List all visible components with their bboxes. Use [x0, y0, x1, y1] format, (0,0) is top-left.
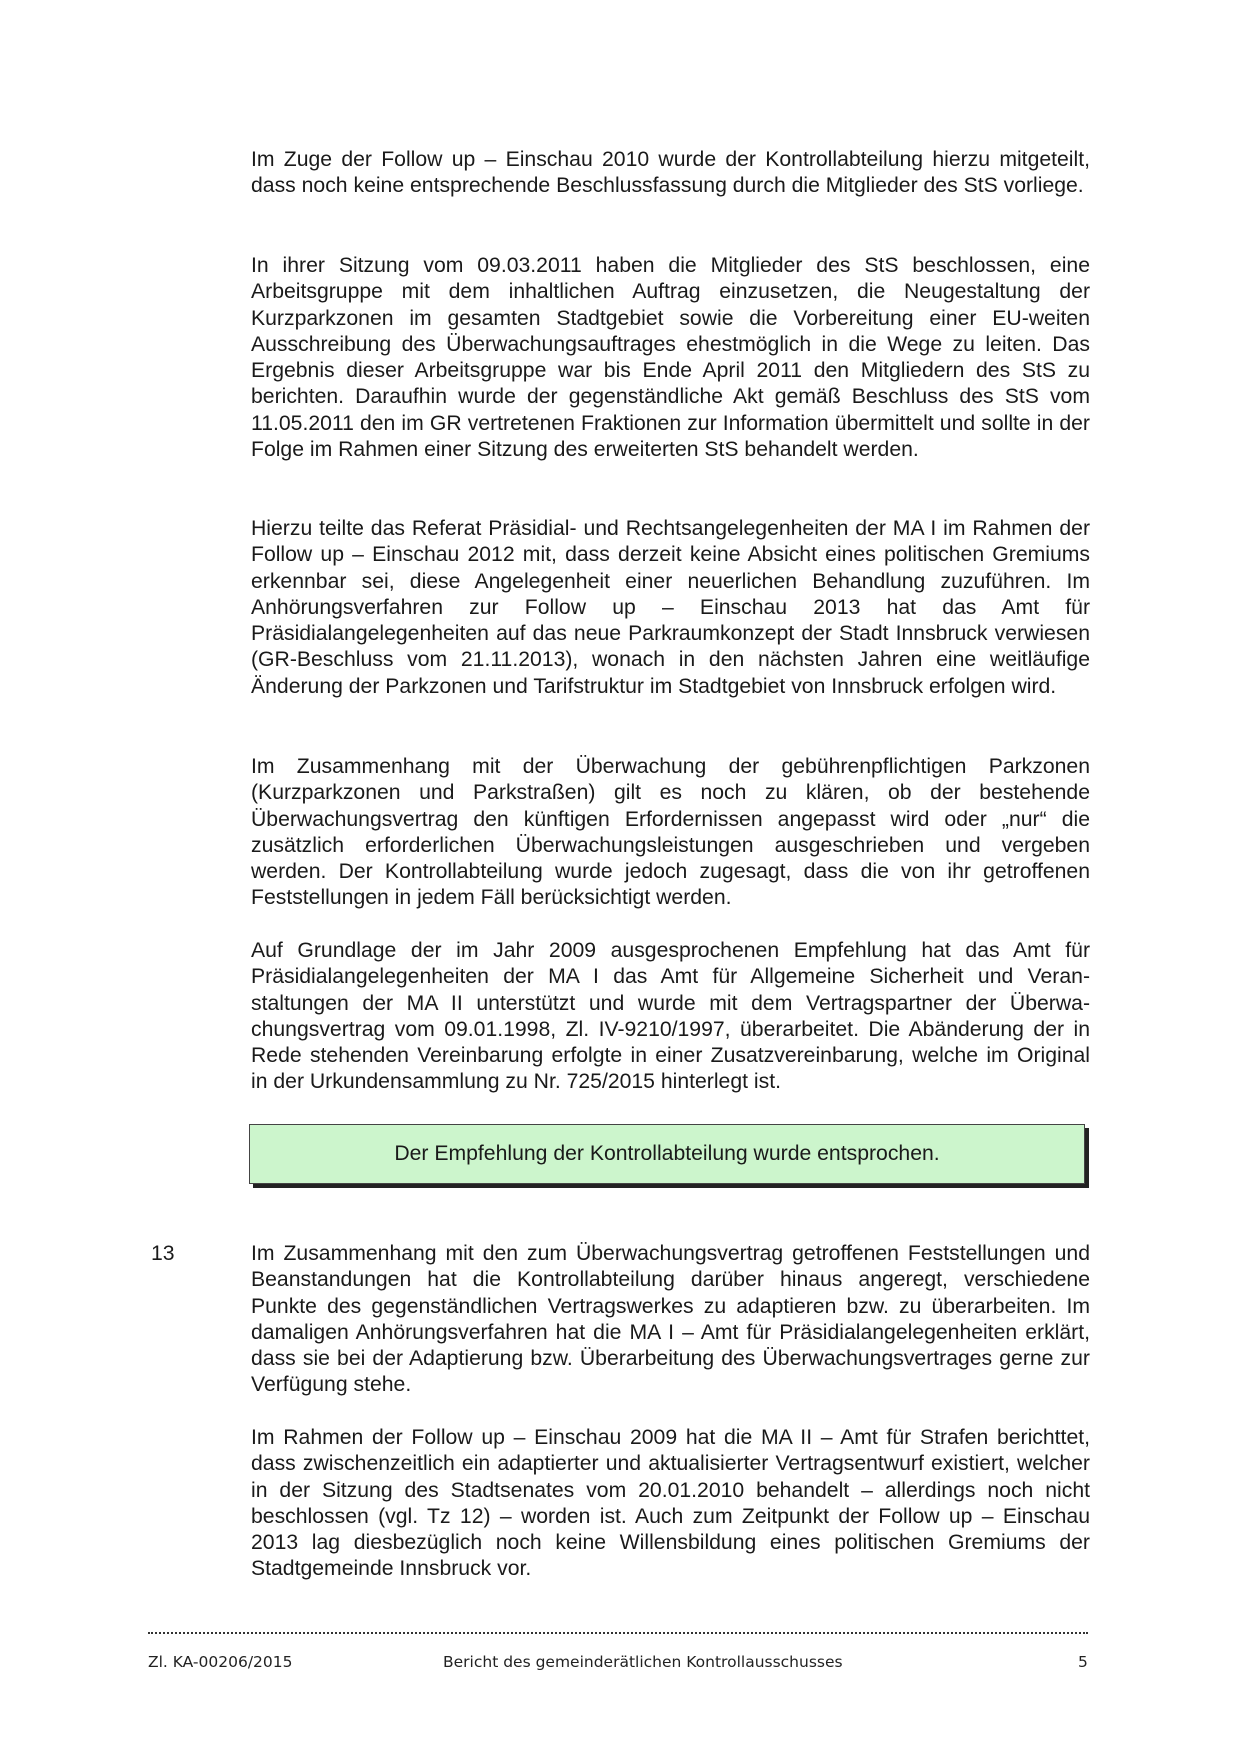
footer-divider — [148, 1632, 1088, 1634]
page-number: 5 — [1078, 1653, 1088, 1671]
paragraph-referat-praesidial: Hierzu teilte das Referat Präsidial- und Rechtsangelegenheiten der MA I im Rahmen der Follow up – Einschau 2012 mit, dass derzeit keine Absicht eines politischen Gremiums erkennbar sei, diese Angelegenheit einer neuerlichen Behandlung zuzuführen. Im Anhörungsverfahren zur Follow up – Einschau 2013 hat das Amt für Präsidialangelegenheiten auf das neue Parkraumkonzept der Stadt Innsbruck verwiesen (GR-Beschluss vom 21.11.2013), wonach in den nächsten Jahren eine weitläufige Änderung der Parkzonen und Tarifstruktur im Stadtgebiet von Innsbruck erfolgen wird. — [251, 517, 1090, 698]
paragraph-follow-up-2010: Im Zuge der Follow up – Einschau 2010 wurde der Kontrollabteilung hierzu mitgeteilt, dass noch keine entsprechende Beschlussfassung durch die Mitglieder des StS vorliege. — [251, 148, 1090, 198]
footer-reference: Zl. KA-00206/2015 — [148, 1653, 293, 1671]
paragraph-ueberwachung-parkzonen: Im Zusammenhang mit der Überwachung der gebührenpflichtigen Parkzonen (Kurzparkzonen und Parkstraßen) gilt es noch zu klären, ob der bestehende Überwachungsvertrag den künftigen Erfordernissen angepasst wird oder „nur“ die zusätzlich erforderlichen Überwachungsleistungen ausgeschrieben und vergeben werden. Der Kontrollabteilung wurde jedoch zugesagt, dass die von ihr getroffenen Feststellungen in jedem Fäll berücksichtigt werden. — [251, 755, 1090, 910]
paragraph-sitzung-2011: In ihrer Sitzung vom 09.03.2011 haben die Mitglieder des StS beschlossen, eine Arbeitsgruppe mit dem inhaltlichen Auftrag einzusetzen, die Neugestaltung der Kurzparkzonen im gesamten Stadtgebiet sowie die Vorbereitung einer EU-weiten Ausschreibung des Überwachungsauftrages ehestmöglich in die Wege zu leiten. Das Ergebnis dieser Arbeitsgruppe war bis Ende April 2011 den Mitgliedern des StS zu berichten. Daraufhin wurde der gegenständliche Akt gemäß Beschluss des StS vom 11.05.2011 den im GR vertretenen Fraktionen zur Information übermittelt und sollte in der Folge im Rahmen einer Sitzung des erweiterten StS behandelt werden. — [251, 254, 1090, 462]
paragraph-tz13-follow-up-2009: Im Rahmen der Follow up – Einschau 2009 hat die MA II – Amt für Strafen berichttet, dass zwischenzeitlich ein adaptierter und aktualisierter Vertragsentwurf existiert, welcher in der Sitzung des Stadtsenates vom 20.01.2010 behandelt – allerdings noch nicht beschlossen (vgl. Tz 12) – worden ist. Auch zum Zeitpunkt der Follow up – Einschau 2013 lag diesbezüglich noch keine Willensbildung eines politischen Gremiums der Stadtgemeinde Innsbruck vor. — [251, 1426, 1090, 1581]
paragraph-empfehlung-2009: Auf Grundlage der im Jahr 2009 ausgesprochenen Empfehlung hat das Amt für Präsidialangelegenheiten der MA I das Amt für Allgemeine Sicherheit und Veranstaltungen der MA II unterstützt und wurde mit dem Vertragspartner der Überwachungsvertrag vom 09.01.1998, Zl. IV-9210/1997, überarbeitet. Die Abänderung der in Rede stehenden Vereinbarung erfolgte in einer Zusatzvereinbarung, welche im Original in der Urkundensammlung zu Nr. 725/2015 hinterlegt ist. — [251, 939, 1090, 1094]
section-number: 13 — [151, 1242, 175, 1265]
result-box-text: Der Empfehlung der Kontrollabteilung wurde entsprochen. — [394, 1142, 940, 1165]
paragraph-tz13-feststellungen: Im Zusammenhang mit den zum Überwachungsvertrag getroffenen Feststellungen und Beanstandungen hat die Kontrollabteilung darüber hinaus angeregt, verschiedene Punkte des gegenständlichen Vertragswerkes zu adaptieren bzw. zu überarbeiten. Im damaligen Anhörungsverfahren hat die MA I – Amt für Präsidialangelegenheiten erklärt, dass sie bei der Adaptierung bzw. Überarbeitung des Überwachungsvertrages gerne zur Verfügung stehe. — [251, 1242, 1090, 1397]
result-box — [249, 1124, 1085, 1184]
footer-title: Bericht des gemeinderätlichen Kontrollausschusses — [443, 1653, 843, 1671]
